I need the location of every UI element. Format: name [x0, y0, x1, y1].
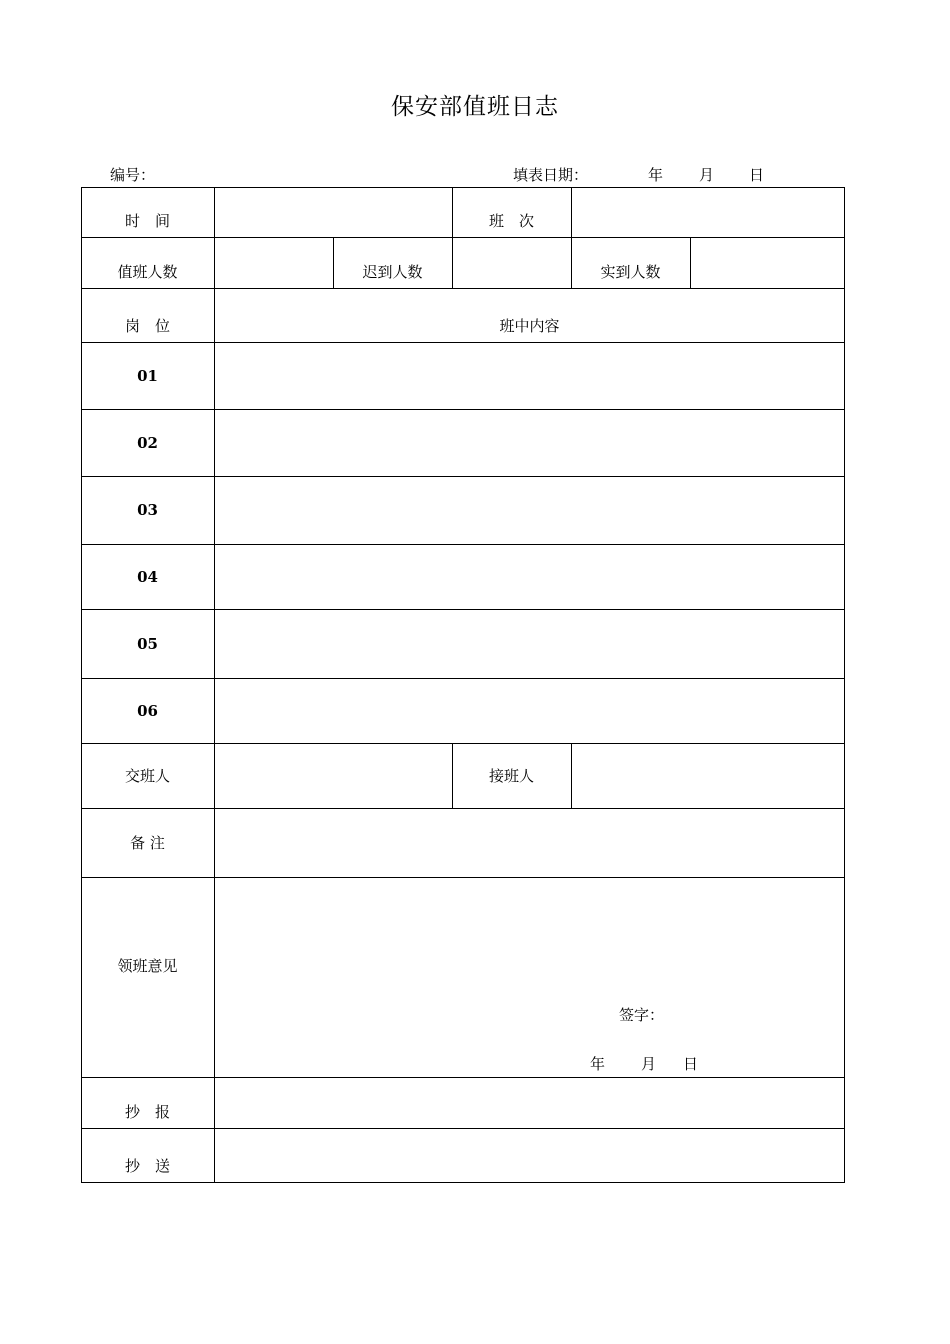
report-field[interactable] — [215, 1077, 844, 1128]
number-label: 编号： — [110, 166, 156, 184]
time-field[interactable] — [215, 187, 452, 237]
on-duty-count-field[interactable] — [215, 237, 333, 288]
shift-field[interactable] — [572, 187, 844, 237]
date-day: 日 — [749, 166, 765, 184]
shift-label: 班 次 — [488, 212, 534, 230]
actual-count-label: 实到人数 — [600, 263, 661, 281]
late-count-label: 迟到人数 — [362, 263, 423, 281]
table-line — [81, 1182, 845, 1183]
post-number: 06 — [137, 701, 158, 720]
remarks-field[interactable] — [215, 808, 844, 877]
post-content-field[interactable] — [215, 409, 844, 476]
leader-opinion-label: 领班意见 — [117, 956, 178, 975]
send-field[interactable] — [215, 1128, 844, 1182]
report-label: 抄 报 — [124, 1103, 170, 1121]
handover-label: 交班人 — [124, 767, 170, 785]
post-number: 01 — [137, 366, 158, 385]
late-count-field[interactable] — [453, 237, 571, 288]
actual-count-field[interactable] — [691, 237, 844, 288]
post-content-field[interactable] — [215, 476, 844, 544]
sign-month: 月 — [641, 1055, 657, 1073]
date-year: 年 — [648, 166, 664, 184]
post-number: 03 — [137, 501, 158, 519]
content-label: 班中内容 — [499, 317, 560, 335]
leader-opinion-field[interactable] — [215, 877, 844, 1077]
duty-log-table — [81, 187, 845, 1183]
time-label: 时 间 — [124, 212, 170, 230]
sign-day: 日 — [683, 1055, 699, 1073]
signature-label: 签字： — [619, 1006, 665, 1024]
post-number: 05 — [137, 634, 158, 653]
post-number: 02 — [137, 433, 158, 452]
post-content-field[interactable] — [215, 678, 844, 743]
post-number: 04 — [137, 567, 158, 586]
on-duty-count-label: 值班人数 — [117, 263, 178, 281]
page-title: 保安部值班日志 — [391, 94, 559, 120]
date-label: 填表日期： — [513, 166, 589, 184]
remarks-label: 备 注 — [130, 834, 165, 852]
handover-field[interactable] — [215, 743, 452, 808]
table-line — [844, 187, 845, 1183]
post-content-field[interactable] — [215, 342, 844, 409]
post-content-field[interactable] — [215, 544, 844, 609]
receiver-field[interactable] — [572, 743, 844, 808]
receiver-label: 接班人 — [488, 767, 534, 785]
date-month: 月 — [699, 166, 715, 184]
send-label: 抄 送 — [124, 1157, 170, 1175]
post-content-field[interactable] — [215, 609, 844, 678]
post-label: 岗 位 — [124, 317, 170, 335]
sign-year: 年 — [590, 1055, 606, 1073]
